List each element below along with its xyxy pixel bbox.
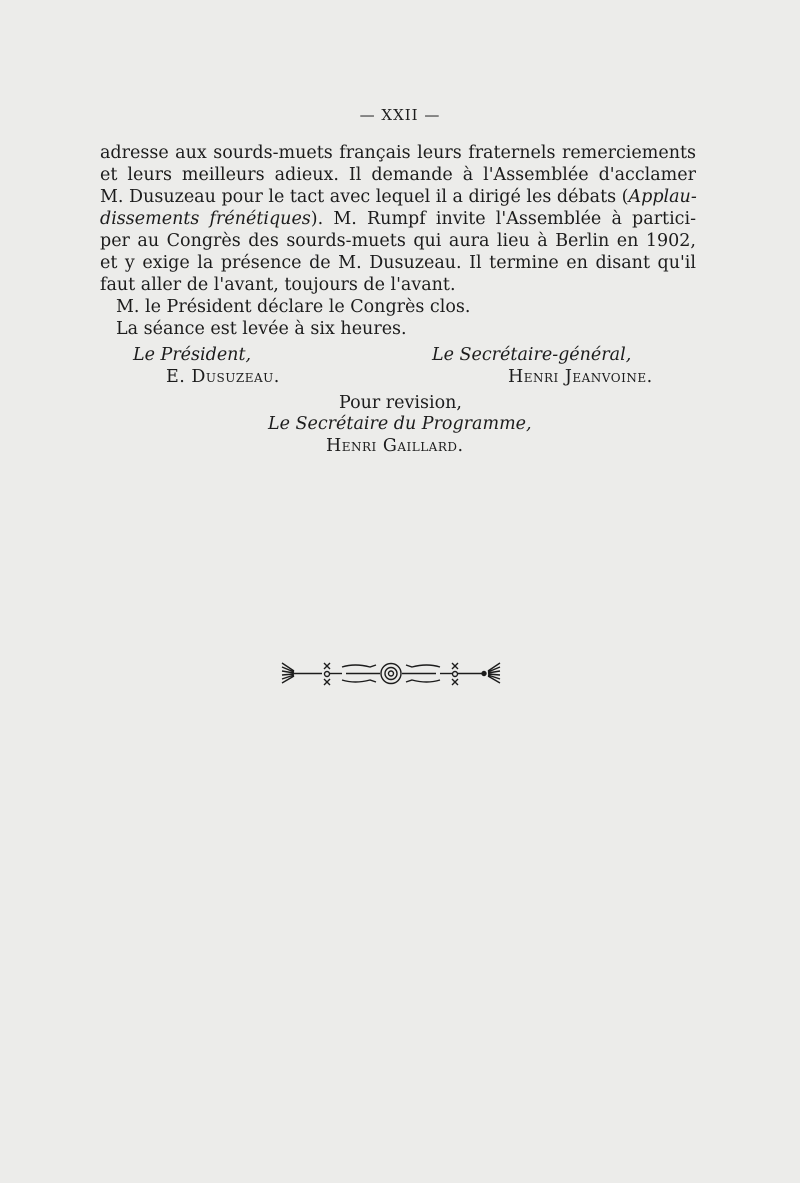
program-secretary-title: Le Secrétaire du Programme,: [268, 414, 532, 434]
closing-line-2: La séance est levée à six heures.: [116, 319, 407, 339]
italic-dissements: dissements frénétiques: [100, 209, 311, 229]
text-line-1: adresse aux sourds-muets français leurs fraternels remerciements: [100, 143, 696, 163]
text-line-3-roman: M. Dusuzeau pour le tact avec lequel il a dirigé les débats (: [100, 187, 629, 207]
text-line-6: et y exige la présence de M. Dusuzeau. Il termine en disant qu'il: [100, 253, 696, 273]
closing-line-1: M. le Président déclare le Congrès clos.: [116, 297, 471, 317]
text-line-2: et leurs meilleurs adieux. Il demande à l'Assemblée d'acclamer: [100, 165, 696, 185]
program-secretary-name: Henri Gaillard.: [326, 436, 464, 456]
text-line-3: [100, 186, 696, 208]
text-line-5: per au Congrès des sourds-muets qui aura lieu à Berlin en 1902,: [100, 231, 696, 251]
page-number: — XXII —: [359, 106, 441, 124]
president-title: Le Président,: [133, 345, 252, 365]
text-line-4: [100, 208, 696, 230]
text-line-4-roman: ). M. Rumpf invite l'Assemblée à partici-: [310, 209, 696, 229]
fleuron-divider-icon: [280, 655, 502, 695]
president-name: E. Dusuzeau.: [166, 367, 280, 387]
text-line-7: faut aller de l'avant, toujours de l'avant.: [100, 275, 456, 295]
secretary-name: Henri Jeanvoine.: [508, 367, 653, 387]
revision-label: Pour revision,: [339, 393, 462, 413]
secretary-title: Le Secrétaire-général,: [432, 345, 632, 365]
italic-applau: Applau-: [628, 187, 697, 207]
body-paragraph: [100, 142, 696, 340]
